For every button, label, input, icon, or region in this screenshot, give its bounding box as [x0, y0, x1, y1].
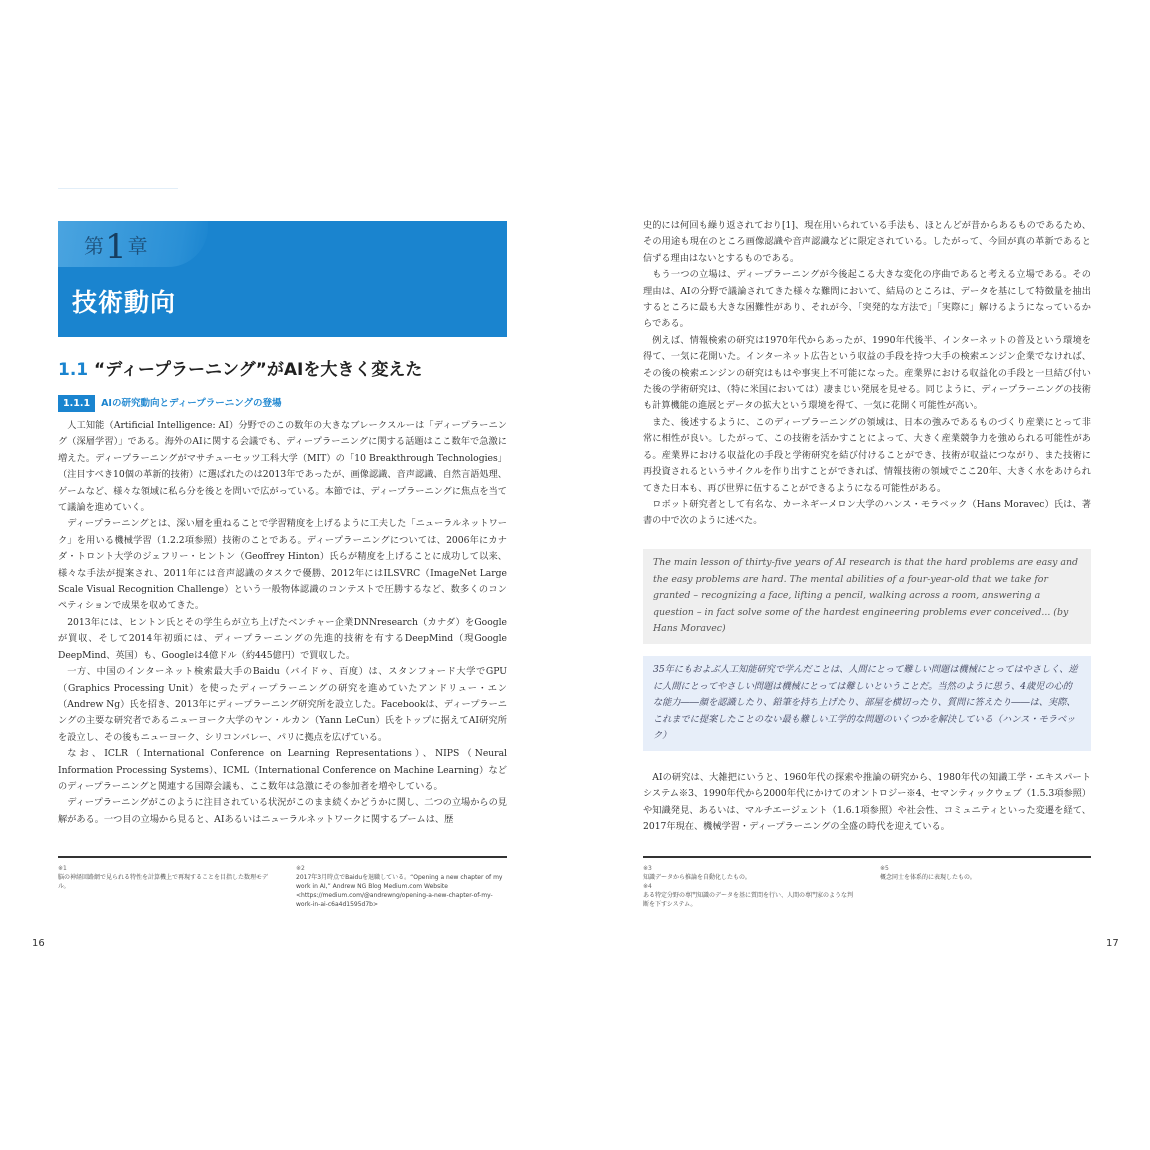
right-body-text: [643, 218, 1091, 530]
section-number: 1.1: [58, 360, 89, 380]
paragraph: 例えば、情報検索の研究は1970年代からあったが、1990年代後半、インターネットの普及という環境を得て、一気に花開いた。インターネット広告という収益の手段を持つ大手の検索エンジン企業でなければ、その後の検索エンジンの研究はもはや事実上不可能になった。産業界における収益化の手段と一旦結び付いた後の学術研究は、（特に米国においては）凄まじい発展を見せる。同じように、ディープラーニングの技術も計算機能の進展とデータの拡大という環境を得て、一気に花開く可能性が高い。: [643, 334, 1091, 412]
paragraph: AIの研究は、大雑把にいうと、1960年代の探索や推論の研究から、1980年代の知識工学・エキスパートシステム※3、1990年代から2000年代にかけてのオントロジー※4、セマンティックウェブ（1.5.3項参照）や知識発見、あるいは、マルチエージェント（1.6.1項参照）や社会性、コミュニティといった変遷を経て、2017年現在、機械学習・ディープラーニングの全盛の時代を迎えている。: [643, 772, 1091, 833]
page-number: 17: [1106, 938, 1119, 949]
subsection-number: 1.1.1: [58, 395, 95, 412]
footnote-rule: [643, 856, 1091, 858]
footnote-mark: ※3: [643, 865, 652, 872]
paragraph: ディープラーニングとは、深い層を重ねることで学習精度を上げるように工夫した「ニューラルネットワーク」を用いる機械学習（1.2.2項参照）技術のことである。ディープラーニングについては、2006年にカナダ・トロント大学のジェフリー・ヒントン（Geoffrey Hinton）氏らが精度を上げることに成功して以来、様々な手法が提案され、2011年には音声認識のタスクで優勝、2012年にはILSVRC（ImageNet Large Scale Visual Recognition Challenge）という一般物体認識のコンテストで圧勝するなど、数多くのコンペティションで成果を収めてきた。: [58, 518, 507, 612]
paragraph: 史的には何回も繰り返されており[1]、現在用いられている手法も、ほとんどが昔からあるものであるため、その用途も現在のところ画像認識や音声認識などに限定されている。したがって、今回が真の革新であると信ずる理由はないとするものである。: [643, 220, 1091, 264]
footnote-text: ある特定分野の専門知識のデータを基に質問を行い、人間の専門家のような判断を下すシステム。: [643, 892, 854, 908]
paragraph: 一方、中国のインターネット検索最大手のBaidu（バイドゥ、百度）は、スタンフォード大学でGPU（Graphics Processing Unit）を使ったディープラーニングの研究を進めていたアンドリュー・エン（Andrew Ng）氏を招き、2013年にディープラーニング研究所を設立した。Facebookは、ディープラーニングの主要な研究者であるニューヨーク大学のヤン・ルカン（Yann LeCun）氏をトップに据えてAI研究所を設立し、その後もニューヨーク、シリコンバレー、パリに拠点を広げている。: [58, 666, 507, 743]
chapter-prefix: 第: [84, 234, 105, 258]
footnote-text: 脳の神経回路網で見られる特性を計算機上で再現することを目指した数理モデル。: [58, 874, 269, 890]
paragraph: また、後述するように、このディープラーニングの領域は、日本の強みであるものづくり産業にとって非常に相性が良い。したがって、この技術を活かすことによって、大きく産業競争力を強められる可能性がある。産業界における収益化の手段と学術研究を結び付けることができ、技術が収益につながり、また技術に再投資されるというサイクルを作り出すことができれば、情報技術の領域でここ20年、大きく水をあけられてきた日本も、再び世界に伍することができるようになる可能性がある。: [643, 416, 1091, 494]
footnote: [643, 864, 858, 909]
paragraph: 2013年には、ヒントン氏とその学生らが立ち上げたベンチャー企業DNNresearch（カナダ）をGoogleが買収、そして2014年初頭には、ディープラーニングの先進的技術を有するDeepMind（現Google DeepMind、英国）も、Googleは4億ドル（約445億円）で買収した。: [58, 616, 507, 661]
chapter-suffix: 章: [127, 234, 149, 258]
page-number: 16: [32, 938, 45, 949]
paragraph: なお、ICLR（International Conference on Learning Representations）、NIPS（Neural Information Processing Systems）、ICML（International Conference on Machine Learning）などのディープラーニングと関連する国際会議も、ここ数年は急激にその参加者を増やしている。: [58, 748, 507, 792]
chapter-title: 技術動向: [72, 288, 177, 317]
japanese-quote-box: 35年にもおよぶ人工知能研究で学んだことは、人間にとって難しい問題は機械にとってはやさしく、逆に人間にとってやさしい問題は機械にとっては難しいということだ。当然のように思う、4歳児の心的な能力――顔を認識したり、鉛筆を持ち上げたり、部屋を横切ったり、質問に答えたり――は、実際、これまでに提案したことのない最も難しい工学的な問題のいくつかを解決している（ハンス・モラベック）: [643, 656, 1091, 751]
paragraph: ロボット研究者として有名な、カーネギーメロン大学のハンス・モラベック（Hans Moravec）氏は、著書の中で次のように述べた。: [643, 498, 1091, 527]
english-quote-box: The main lesson of thirty-five years of AI research is that the hard problems are easy and the easy problems are hard. The mental abilities of a four-year-old that we take for granted – recognizing a face, lifting a pencil, walking across a room, answering a question – in fact solve some of the hardest engineering problems ever conceived... (by Hans Moravec): [643, 549, 1091, 644]
section-title-text: “ディープラーニング”がAIを大きく変えた: [94, 360, 423, 380]
footnote-mark: ※1: [58, 865, 67, 872]
paragraph: ディープラーニングがこのように注目されている状況がこのまま続くかどうかに関し、二つの立場からの見解がある。一つ目の立場から見ると、AIあるいはニューラルネットワークに関するブームは、歴: [58, 797, 507, 825]
right-body-text-bottom: [643, 770, 1091, 836]
footnote-text: 知識データから推論を自動化したもの。: [643, 874, 751, 881]
footnote-text: 2017年3月時点でBaiduを退職している。“Opening a new chapter of my work in AI,” Andrew NG Blog Medium.com Website <https://medium.com/@andrewng/opening-a-new-chapter-of-my-work-in-ai-c6a4d1595d7b>: [296, 874, 503, 908]
footnote-mark: ※2: [296, 865, 305, 872]
chapter-number: 1: [105, 227, 128, 267]
footnote: [880, 864, 1091, 882]
footnote-text: 概念同士を体系的に表現したもの。: [880, 874, 976, 881]
footnote-mark: ※5: [880, 865, 889, 872]
subsection-title: AIの研究動向とディープラーニングの登場: [101, 398, 282, 409]
paragraph: もう一つの立場は、ディープラーニングが今後起こる大きな変化の序曲であると考える立場である。その理由は、AIの分野で議論されてきた様々な難問において、結局のところは、データを基にして特徴量を抽出するところに最も大きな困難性があり、それが今、「突発的な方法で」「実際に」解けるようになっているからである。: [643, 269, 1091, 330]
footnote-mark: ※4: [643, 883, 652, 890]
paragraph: 人工知能（Artificial Intelligence: AI）分野でのこの数年の大きなブレークスルーは「ディープラーニング（深層学習）」である。海外のAIに関する会議でも、ディープラーニングに関する話題はここ数年で急激に増えた。ディープラーニングがマサチューセッツ工科大学（MIT）の「10 Breakthrough Technologies」（注目すべき10個の革新的技術）に選ばれたのは2013年であったが、画像認識、音声認識、自然言語処理、ゲームなど、様々な領域に私ら分を後とを問いで広がっている。本節では、ディープラーニングに焦点を当てて議論を進めていく。: [58, 420, 507, 514]
